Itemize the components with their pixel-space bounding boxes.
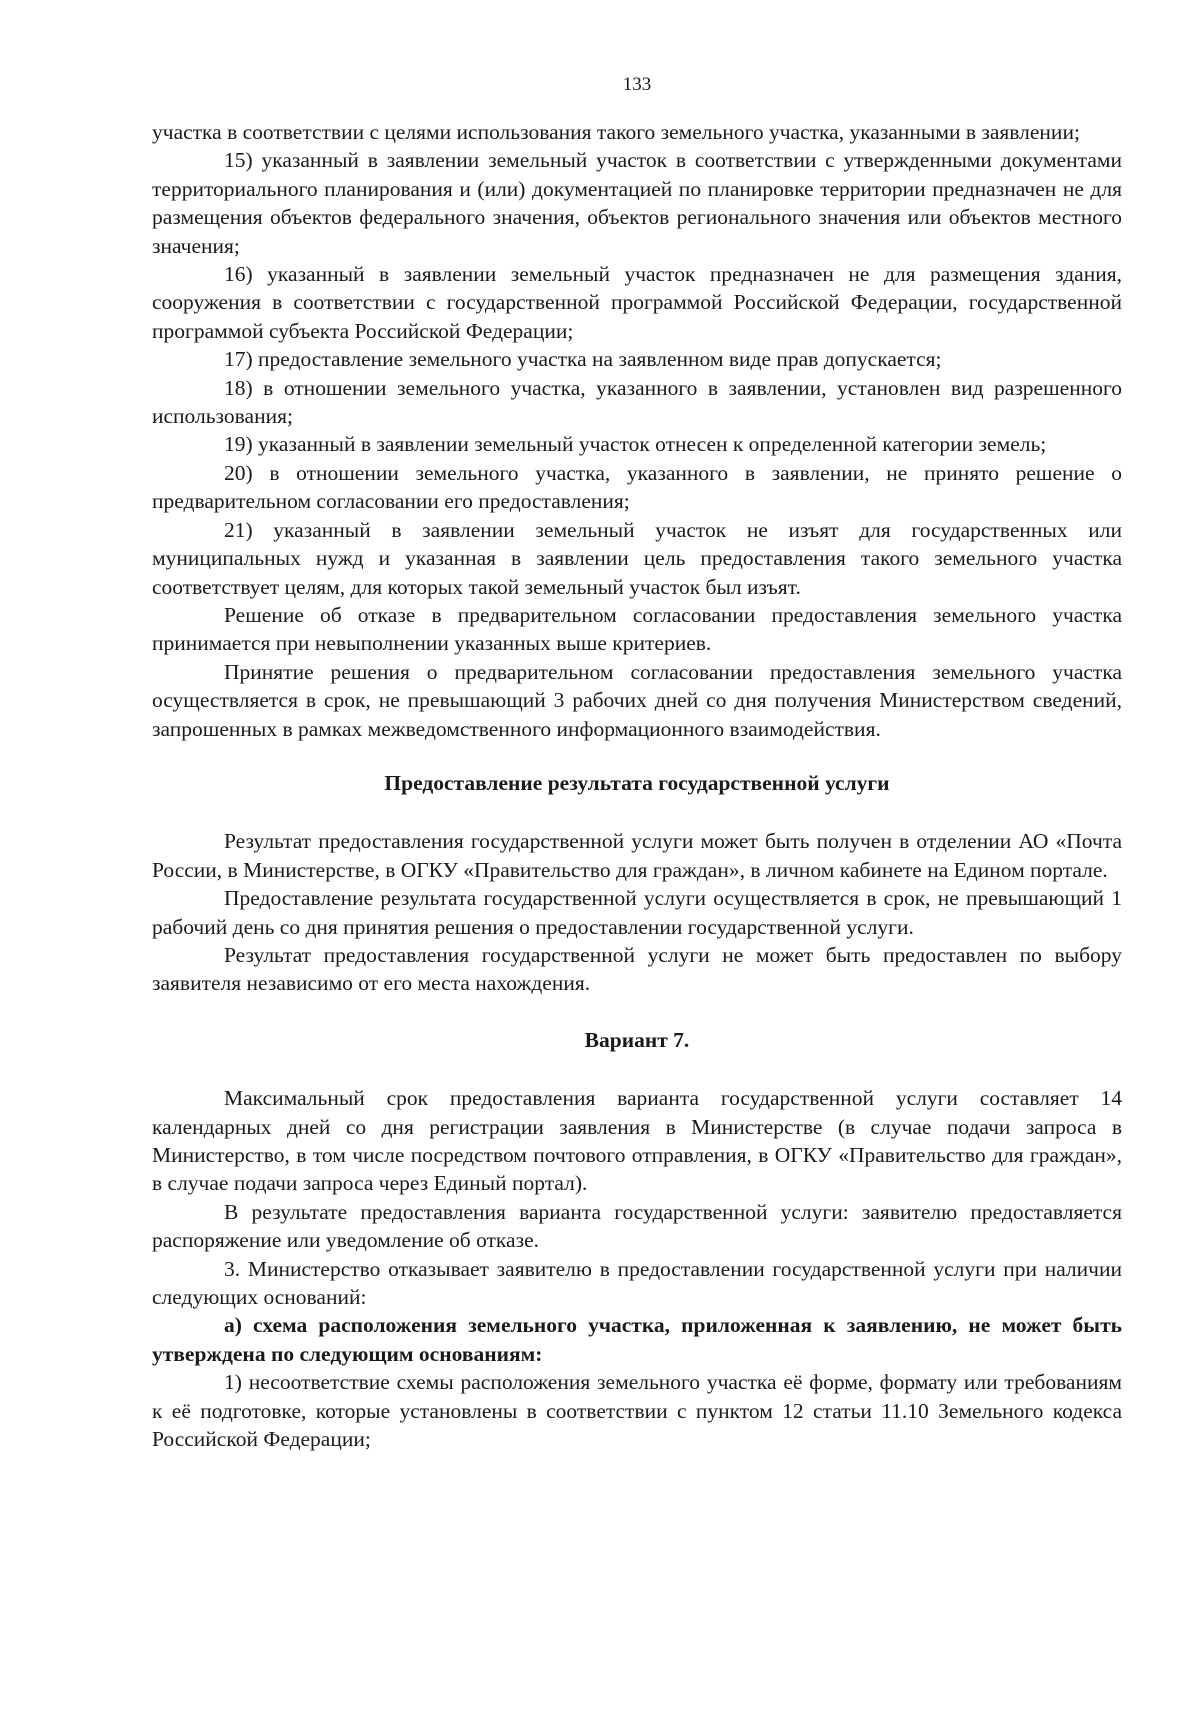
section-heading-variant-7: Вариант 7. — [584, 1027, 690, 1052]
variant7-paragraph-1: Максимальный срок предоставления варианта государственной услуги составляет 14 календарных дней со дня регистрации заявления в Министерстве (в случае подачи запроса в Министерство, в том числе посредством почтового отправления, в ОГКУ «Правительство для граждан», в случае подачи запроса через Единый портал). — [152, 1086, 1122, 1196]
variant7-paragraph-2: В результате предоставления варианта государственной услуги: заявителю предоставляется распоряжение или уведомление об отказе. — [152, 1199, 1122, 1253]
document-body — [152, 118, 1122, 1453]
paragraph-continuation: участка в соответствии с целями использования такого земельного участка, указанными в заявлении; — [152, 120, 1080, 144]
variant7-paragraph-item-1: 1) несоответствие схемы расположения земельного участка её форме, формату или требованиям к её подготовке, которые установлены в соответствии с пунктом 12 статьи 11.10 Земельного кодекса Российской Федерации; — [152, 1370, 1122, 1452]
criterion-16: 16) указанный в заявлении земельный участок предназначен не для размещения здания, сооружения в соответствии с государственной программой Российской Федерации, государственной программой субъекта Российской Федерации; — [152, 262, 1122, 343]
decision-deadline-paragraph: Принятие решения о предварительном согласовании предоставления земельного участка осуществляется в срок, не превышающий 3 рабочих дней со дня получения Министерством сведений, запрошенных в рамках межведомственного информационного взаимодействия. — [152, 659, 1122, 741]
criterion-17: 17) предоставление земельного участка на заявленном виде прав допускается; — [224, 347, 942, 372]
criterion-20: 20) в отношении земельного участка, указанного в заявлении, не принято решение о предварительном согласовании его предоставления; — [152, 460, 1122, 514]
result-paragraph-1: Результат предоставления государственной услуги может быть получен в отделении АО «Почта России, в Министерстве, в ОГКУ «Правительство для граждан», в личном кабинете на Едином портале. — [152, 829, 1122, 882]
criterion-18: 18) в отношении земельного участка, указанного в заявлении, установлен вид разрешенного использования; — [152, 375, 1122, 429]
result-paragraph-3: Результат предоставления государственной услуги не может быть предоставлен по выбору заявителя независимо от его места нахождения. — [152, 942, 1122, 996]
result-paragraph-2: Предоставление результата государственной услуги осуществляется в срок, не превышающий 1 рабочий день со дня принятия решения о предоставлении государственной услуги. — [152, 886, 1122, 939]
criterion-15: 15) указанный в заявлении земельный участок в соответствии с утвержденными документами территориального планирования и (или) документацией по планировке территории предназначен не для размещения объектов федерального значения, объектов регионального значения или объектов местного значения; — [152, 148, 1122, 258]
page-number: 133 — [622, 74, 652, 95]
refusal-paragraph: Решение об отказе в предварительном согласовании предоставления земельного участка принимается при невыполнении указанных выше критериев. — [152, 602, 1122, 656]
criterion-19: 19) указанный в заявлении земельный участок отнесен к определенной категории земель; — [224, 432, 1047, 457]
section-heading-result: Предоставление результата государственной услуги — [384, 770, 890, 795]
variant7-paragraph-3: 3. Министерство отказывает заявителю в предоставлении государственной услуги при наличии следующих оснований: — [152, 1256, 1122, 1310]
variant7-paragraph-a-bold: а) схема расположения земельного участка, приложенная к заявлению, не может быть утверждена по следующим основаниям: — [152, 1313, 1122, 1366]
criterion-21: 21) указанный в заявлении земельный участок не изъят для государственных или муниципальных нужд и указанная в заявлении цель предоставления такого земельного участка соответствует целям, для которых такой земельный участок был изъят. — [152, 517, 1122, 599]
